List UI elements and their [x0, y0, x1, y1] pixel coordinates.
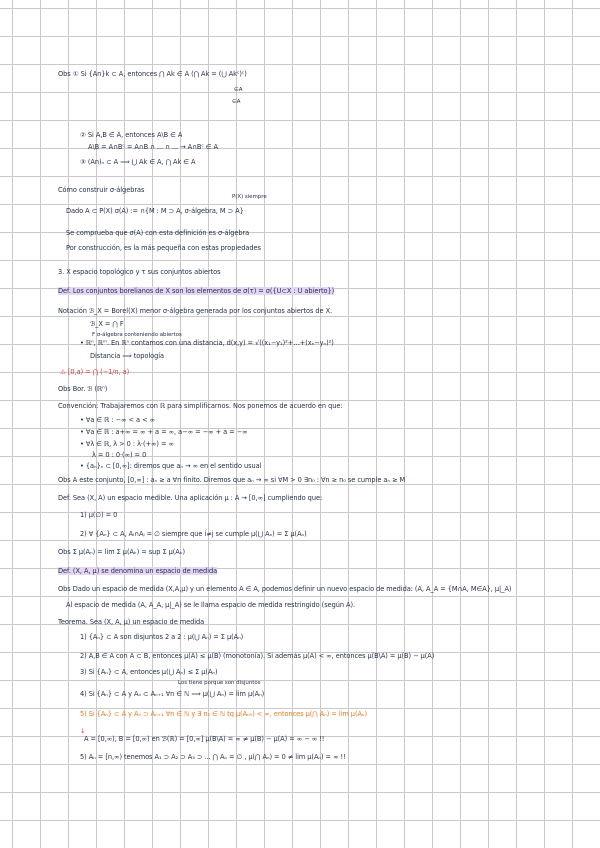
- handwritten-line: 3) Si {Aₙ} ⊂ A, entonces μ(⋃ Aₙ) ≤ Σ μ(Aₙ): [80, 668, 218, 676]
- handwritten-line: ③ (An)ₙ ⊂ A ⟹ ⋃ Ak ∈ A, ⋂ Ak ∈ A: [80, 158, 196, 166]
- handwritten-line: Se comprueba que σ(A) con esta definición es σ-álgebra: [66, 229, 250, 237]
- handwritten-line: 1) μ(∅) = 0: [80, 511, 118, 519]
- handwritten-line: λ = 0 : 0·(∞) = 0: [92, 451, 147, 459]
- handwritten-line: ⚠ [0,a) = ⋂ (−1/n, a): [60, 368, 130, 376]
- handwritten-line: Obs Bor. ℬ (ℝⁿ): [58, 385, 108, 393]
- handwritten-line: • ∀a ∈ ℝ : −∞ < a < ∞: [80, 416, 156, 424]
- handwritten-line: ↓: [80, 727, 86, 735]
- handwritten-line: Obs ① Si {An}k ⊂ A, entonces ⋂ Ak ∈ A (⋂ Ak = (⋃ Akᶜ)ᶜ): [58, 70, 247, 78]
- handwritten-line: ∈A: [234, 87, 243, 93]
- handwritten-line: Notación ℬ_X = Borel(X) menor σ-álgebra generada por los conjuntos abiertos de X.: [58, 307, 333, 315]
- handwritten-line: 2) A,B ∈ A con A ⊂ B, entonces μ(A) ≤ μ(B) (monotonía). Si además μ(A) < ∞, entonces μ(B\A) = μ(B) − μ(A): [80, 652, 435, 660]
- handwritten-line: Obs Dado un espacio de medida (X,A,μ) y un elemento A ∈ A, podemos definir un nuevo espacio de medida: (A, A_A = {M∩A, M∈A}, μ|_A): [58, 585, 512, 593]
- handwritten-line: ② Si A,B ∈ A, entonces A\B ∈ A: [80, 131, 183, 139]
- handwritten-line: Cómo construir σ-álgebras: [58, 186, 145, 194]
- handwritten-line: Obs A este conjunto, [0,∞] : aₙ ≥ a ∀n finito. Diremos que aₙ → ∞ si ∀M > 0 ∃n₀ : ∀n ≥ n₀ se cumple aₙ ≥ M: [58, 476, 406, 484]
- handwritten-line: P(X) siempre: [232, 194, 267, 200]
- handwritten-line: • ℝⁿ, ℝᵐ. En ℝⁿ contamos con una distancia, d(x,y) = √((x₁−y₁)²+…+(xₙ−yₙ)²): [80, 339, 334, 347]
- handwritten-line: Def. Los conjuntos borelianos de X son los elementos de σ(τ) = σ({U⊂X : U abierto}): [58, 287, 335, 295]
- handwritten-line: 2) ∀ {Aₙ} ⊂ A, Aᵢ∩Aⱼ = ∅ siempre que i≠j se cumple μ(⋃ Aₙ) = Σ μ(Aₙ): [80, 530, 307, 538]
- handwritten-line: 1) {Aₙ} ⊂ A son disjuntos 2 a 2 : μ(⋃ Aₙ) = Σ μ(Aₙ): [80, 633, 244, 641]
- handwritten-line: Convención: Trabajaremos con ℝ para simplificarnos. Nos ponemos de acuerdo en que:: [58, 402, 343, 410]
- handwritten-line: Obs Σ μ(Aₙ) = lim Σ μ(Aₖ) = sup Σ μ(Aₖ): [58, 548, 186, 556]
- handwritten-line: • ∀λ ∈ ℝ, λ > 0 : λ·(+∞) = ∞: [80, 440, 174, 448]
- handwritten-line: ∈A: [232, 99, 241, 105]
- handwritten-line: • {aₙ}ₙ ⊂ [0,∞]: diremos que aₙ → ∞ en el sentido usual: [80, 462, 262, 470]
- handwritten-line: 5) Aₙ = [n,∞) tenemos A₁ ⊃ A₂ ⊃ A₃ ⊃ ... ⋂ Aₙ = ∅ , μ(⋂ Aₙ) = 0 ≠ lim μ(Aₙ) = ∞ !!: [80, 753, 346, 761]
- handwritten-line: Dado A ⊂ P(X) σ(A) := ∩{M : M ⊃ A, σ-álgebra, M ⊃ A}: [66, 207, 244, 215]
- handwritten-line: F σ-álgebra conteniendo abiertos: [92, 332, 182, 338]
- handwritten-line: Def. Sea (X, A) un espacio medible. Una aplicación μ : A → [0,∞] cumpliendo que:: [58, 494, 323, 502]
- handwritten-line: • ∀a ∈ ℝ : a+∞ = ∞ + a = ∞, a−∞ = −∞ + a = −∞: [80, 428, 248, 436]
- handwritten-line: A\B = A∩Bᶜ = A∩B ∩ ... ∩ ... → A∩Bᶜ ∈ A: [88, 143, 218, 151]
- handwritten-line: 5) Si {Aₙ} ⊂ A y Aₙ ⊃ Aₙ₊₁ ∀n ∈ ℕ y ∃ n₀ ∈ ℕ tq μ(Aₙ₀) < ∞, entonces μ(⋂ Aₙ) = lim μ(Aₙ): [80, 710, 368, 718]
- handwritten-line: 4) Si {Aₙ} ⊂ A y Aₙ ⊂ Aₙ₊₁ ∀n ∈ ℕ ⟹ μ(⋃ Aₙ) = lim μ(Aₙ): [80, 690, 265, 698]
- handwritten-line: Los tiene porque son disjuntos: [178, 680, 261, 686]
- handwritten-line: 3. X espacio topológico y τ sus conjuntos abiertos: [58, 268, 221, 276]
- handwritten-line: Teorema. Sea (X, A, μ) un espacio de medida: [58, 618, 205, 626]
- handwritten-line: Def. (X, A, μ) se denomina un espacio de medida: [58, 567, 218, 575]
- handwritten-line: Al espacio de medida (A, A_A, μ|_A) se le llama espacio de medida restringido (según A).: [66, 601, 356, 609]
- handwritten-line: Por construcción, es la más pequeña con estas propiedades: [66, 244, 261, 252]
- handwritten-line: Distancia ⟹ topología: [90, 352, 165, 360]
- handwritten-line: ℬ_X = ⋂ F: [90, 320, 124, 328]
- handwritten-line: A = [0,∞), B = [0,∞) en ℬ(ℝ) = [0,∞] μ(B\A) = ∞ ≠ μ(B) − μ(A) = ∞ − ∞ !!: [84, 735, 325, 743]
